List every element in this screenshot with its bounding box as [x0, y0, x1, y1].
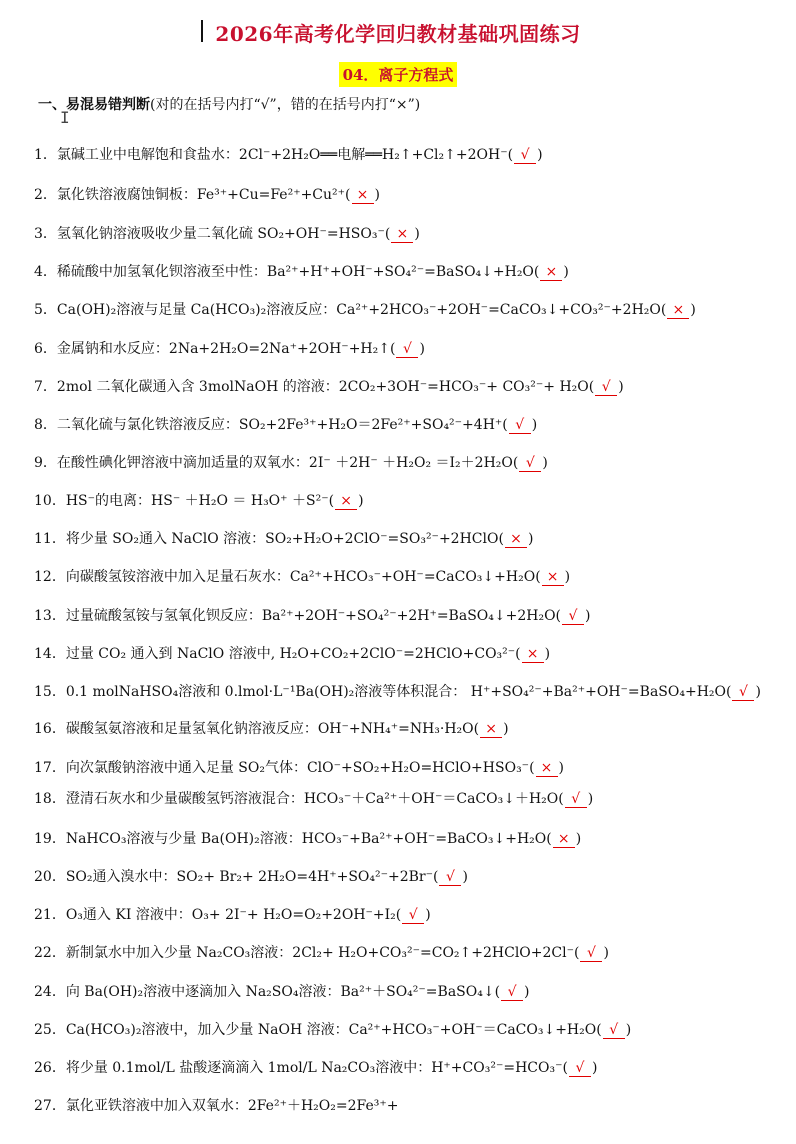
answer-open-paren: ( — [555, 608, 562, 624]
question-text: 二氧化硫与氯化铁溶液反应：SO₂+2Fe³⁺+H₂O＝2Fe²⁺+SO₄²⁻+4H⁺ — [56, 417, 503, 433]
question-text: NaHCO₃溶液与少量 Ba(OH)₂溶液：HCO₃⁻+Ba²⁺+OH⁻=BaCO₃↓+H₂O — [65, 831, 547, 847]
answer-close-paren: ) — [563, 264, 569, 280]
question-number: 4． — [34, 264, 57, 280]
question-text: 2mol 二氧化碳通入含 3molNaOH 的溶液：2CO₂+3OH⁻=HCO₃⁻+ CO₃²⁻+ H₂O — [56, 379, 589, 395]
question-number: 13． — [34, 608, 66, 624]
question-item — [34, 263, 569, 281]
ibeam-cursor-icon: I — [60, 108, 70, 127]
question-number: 15． — [34, 684, 66, 700]
answer-close-paren: ) — [374, 187, 380, 203]
question-item — [34, 568, 570, 586]
answer-mark: √ — [732, 684, 754, 701]
question-text: 过量 CO₂ 通入到 NaClO 溶液中, H₂O+CO₂+2ClO⁻=2HClO+CO₃²⁻ — [65, 646, 516, 662]
question-item — [34, 1059, 597, 1077]
answer-close-paren: ) — [524, 984, 530, 1000]
answer-open-paren: ( — [345, 187, 351, 203]
answer-open-paren: ( — [546, 831, 552, 847]
answer-open-paren: ( — [660, 302, 667, 318]
answer-close-paren: ) — [625, 1022, 632, 1038]
question-text: 碳酸氢氨溶液和足量氢氧化钠溶液反应：OH⁻+NH₄⁺=NH₃·H₂O — [65, 721, 474, 737]
question-item — [34, 301, 696, 319]
question-item — [34, 454, 548, 472]
question-text: 氯化亚铁溶液中加入双氧水：2Fe²⁺＋H₂O₂=2Fe³⁺+ — [65, 1098, 399, 1114]
answer-close-paren: ) — [564, 569, 571, 585]
answer-open-paren: ( — [494, 984, 501, 1000]
question-item — [34, 225, 420, 243]
question-number: 10． — [34, 493, 66, 509]
question-item — [34, 944, 609, 962]
answer-mark: × — [667, 302, 689, 319]
answer-open-paren: ( — [389, 341, 396, 357]
question-item — [34, 146, 543, 164]
answer-open-paren: ( — [328, 493, 335, 509]
answer-mark: √ — [565, 791, 587, 808]
answer-mark: √ — [562, 608, 584, 625]
question-number: 6． — [34, 341, 57, 357]
answer-close-paren: ) — [603, 945, 609, 961]
question-number: 12． — [34, 569, 66, 585]
question-text: O₃通入 KI 溶液中：O₃+ 2I⁻+ H₂O=O₂+2OH⁻+I₂ — [65, 907, 396, 923]
answer-mark: √ — [569, 1060, 591, 1077]
question-text: Ca(HCO₃)₂溶液中，加入少量 NaOH 溶液：Ca²⁺+HCO₃⁻+OH⁻＝CaCO₃↓+H₂O — [65, 1022, 597, 1038]
question-text: 氯化铁溶液腐蚀铜板：Fe³⁺+Cu=Fe²⁺+Cu²⁺ — [56, 187, 346, 203]
question-item — [34, 492, 364, 510]
question-number: 22． — [34, 945, 66, 961]
answer-open-paren: ( — [384, 226, 391, 242]
question-number: 20． — [34, 869, 66, 885]
answer-mark: × — [522, 646, 544, 663]
answer-mark: × — [536, 760, 558, 777]
question-text: 金属钠和水反应：2Na+2H₂O=2Na⁺+2OH⁻+H₂↑ — [56, 341, 390, 357]
question-item — [34, 759, 564, 777]
answer-open-paren: ( — [502, 417, 508, 433]
question-text: SO₂通入溴水中：SO₂+ Br₂+ 2H₂O=4H⁺+SO₄²⁻+2Br⁻ — [65, 869, 434, 885]
question-text: 0.1 molNaHSO₄溶液和 0.lmol·L⁻¹Ba(OH)₂溶液等体积混合： H⁺+SO₄²⁻+Ba²⁺+OH⁻=BaSO₄+H₂O — [65, 684, 726, 700]
question-item — [34, 607, 590, 625]
question-number: 2． — [34, 187, 57, 203]
answer-mark: √ — [603, 1022, 625, 1039]
answer-mark: √ — [501, 984, 523, 1001]
answer-close-paren: ) — [544, 646, 551, 662]
question-text: 过量硫酸氢铵与氢氧化钡反应：Ba²⁺+2OH⁻+SO₄²⁻+2H⁺=BaSO₄↓+2H₂O — [65, 608, 556, 624]
question-text: 向 Ba(OH)₂溶液中逐滴加入 Na₂SO₄溶液：Ba²⁺＋SO₄²⁻=BaSO₄↓ — [65, 984, 495, 1000]
question-number: 18． — [34, 791, 66, 807]
question-text: 向次氯酸钠溶液中通入足量 SO₂气体：ClO⁻+SO₂+H₂O=HClO+HSO₃⁻ — [65, 760, 530, 776]
answer-open-paren: ( — [395, 907, 402, 923]
answer-open-paren: ( — [596, 1022, 602, 1038]
answer-open-paren: ( — [726, 684, 732, 700]
answer-open-paren: ( — [535, 569, 541, 585]
answer-close-paren: ) — [542, 455, 548, 471]
question-item — [34, 186, 380, 204]
answer-close-paren: ) — [591, 1060, 598, 1076]
question-number: 24． — [34, 984, 66, 1000]
question-item — [34, 1097, 399, 1115]
section-instruction: (对的在括号内打“√”，错的在括号内打“×”) — [150, 97, 421, 113]
question-number: 11． — [34, 531, 66, 547]
answer-close-paren: ) — [414, 226, 420, 242]
question-item — [34, 645, 550, 663]
answer-close-paren: ) — [531, 417, 538, 433]
answer-mark: √ — [509, 417, 531, 434]
answer-mark: √ — [595, 379, 617, 396]
answer-open-paren: ( — [562, 1060, 568, 1076]
answer-close-paren: ) — [358, 493, 364, 509]
question-text: 澄清石灰水和少量碳酸氢钙溶液混合：HCO₃⁻＋Ca²⁺＋OH⁻＝CaCO₃↓＋H₂O — [65, 791, 559, 807]
question-item — [34, 790, 593, 808]
question-text: 新制氯水中加入少量 Na₂CO₃溶液：2Cl₂+ H₂O+CO₃²⁻=CO₂↑+2HClO+2Cl⁻ — [65, 945, 575, 961]
answer-mark: × — [553, 831, 575, 848]
question-item — [34, 530, 533, 548]
question-number: 9． — [34, 455, 57, 471]
question-text: 将少量 0.1mol/L 盐酸逐滴滴入 1mol/L Na₂CO₃溶液中：H⁺+CO₃²⁻=HCO₃⁻ — [65, 1060, 563, 1076]
answer-close-paren: ) — [558, 760, 565, 776]
answer-close-paren: ) — [587, 791, 594, 807]
answer-mark: √ — [519, 455, 541, 472]
answer-close-paren: ) — [585, 608, 591, 624]
question-number: 3． — [34, 226, 57, 242]
answer-open-paren: ( — [533, 264, 540, 280]
question-item — [34, 906, 431, 924]
answer-mark: √ — [439, 869, 461, 886]
answer-close-paren: ) — [527, 531, 534, 547]
answer-open-paren: ( — [588, 379, 595, 395]
question-number: 8． — [34, 417, 57, 433]
answer-close-paren: ) — [618, 379, 624, 395]
question-number: 17． — [34, 760, 66, 776]
answer-mark: √ — [514, 147, 536, 164]
question-number: 5． — [34, 302, 57, 318]
answer-close-paren: ) — [419, 341, 425, 357]
answer-mark: √ — [396, 341, 418, 358]
answer-close-paren: ) — [462, 869, 468, 885]
answer-mark: × — [335, 493, 357, 510]
question-number: 27． — [34, 1098, 66, 1114]
question-number: 14． — [34, 646, 66, 662]
answer-close-paren: ) — [575, 831, 582, 847]
answer-mark: √ — [402, 907, 424, 924]
question-number: 25． — [34, 1022, 66, 1038]
subtitle: 04．离子方程式 — [339, 62, 458, 87]
answer-open-paren: ( — [574, 945, 580, 961]
answer-open-paren: ( — [507, 147, 514, 163]
question-item — [34, 683, 761, 701]
question-item — [34, 983, 530, 1001]
question-number: 19． — [34, 831, 66, 847]
question-number: 16． — [34, 721, 66, 737]
answer-mark: × — [542, 569, 564, 586]
answer-mark: × — [505, 531, 527, 548]
answer-mark: × — [391, 226, 413, 243]
question-number: 21． — [34, 907, 66, 923]
question-item — [34, 340, 425, 358]
question-number: 7． — [34, 379, 57, 395]
question-text: 在酸性碘化钾溶液中滴加适量的双氧水：2I⁻ ＋2H⁻ ＋H₂O₂ ＝I₂＋2H₂O — [56, 455, 513, 471]
question-item — [34, 1021, 631, 1039]
answer-close-paren: ) — [755, 684, 761, 700]
answer-close-paren: ) — [537, 147, 543, 163]
question-text: 氢氧化钠溶液吸收少量二氧化硫 SO₂+OH⁻=HSO₃⁻ — [56, 226, 385, 242]
answer-mark: × — [352, 187, 374, 204]
question-text: 将少量 SO₂通入 NaClO 溶液：SO₂+H₂O+2ClO⁻=SO₃²⁻+2HClO — [65, 531, 499, 547]
answer-mark: × — [480, 721, 502, 738]
question-text: 向碳酸氢铵溶液中加入足量石灰水：Ca²⁺+HCO₃⁻+OH⁻=CaCO₃↓+H₂O — [65, 569, 536, 585]
answer-open-paren: ( — [529, 760, 535, 776]
question-text: 氯碱工业中电解饱和食盐水：2Cl⁻+2H₂O══电解══H₂↑+Cl₂↑+2OH⁻ — [56, 147, 508, 163]
answer-open-paren: ( — [433, 869, 439, 885]
answer-mark: √ — [580, 945, 602, 962]
answer-open-paren: ( — [558, 791, 564, 807]
question-text: 稀硫酸中加氢氧化钡溶液至中性：Ba²⁺+H⁺+OH⁻+SO₄²⁻=BaSO₄↓+H₂O — [56, 264, 534, 280]
answer-mark: × — [540, 264, 562, 281]
question-text: HS⁻的电离：HS⁻ ＋H₂O ＝ H₃O⁺ ＋S²⁻ — [65, 493, 329, 509]
answer-open-paren: ( — [512, 455, 519, 471]
answer-close-paren: ) — [425, 907, 431, 923]
question-item — [34, 720, 509, 738]
answer-close-paren: ) — [690, 302, 696, 318]
answer-open-paren: ( — [473, 721, 480, 737]
question-number: 1． — [34, 147, 57, 163]
answer-close-paren: ) — [503, 721, 509, 737]
question-item — [34, 416, 537, 434]
question-item — [34, 830, 581, 848]
question-text: Ca(OH)₂溶液与足量 Ca(HCO₃)₂溶液反应：Ca²⁺+2HCO₃⁻+2OH⁻=CaCO₃↓+CO₃²⁻+2H₂O — [56, 302, 661, 318]
section-heading: 一、易混易错判断 — [38, 97, 150, 113]
question-number: 26． — [34, 1060, 66, 1076]
answer-open-paren: ( — [498, 531, 504, 547]
answer-open-paren: ( — [515, 646, 521, 662]
page-title: 2026年高考化学回归教材基础巩固练习 — [215, 22, 581, 46]
question-item — [34, 378, 624, 396]
question-item — [34, 868, 468, 886]
